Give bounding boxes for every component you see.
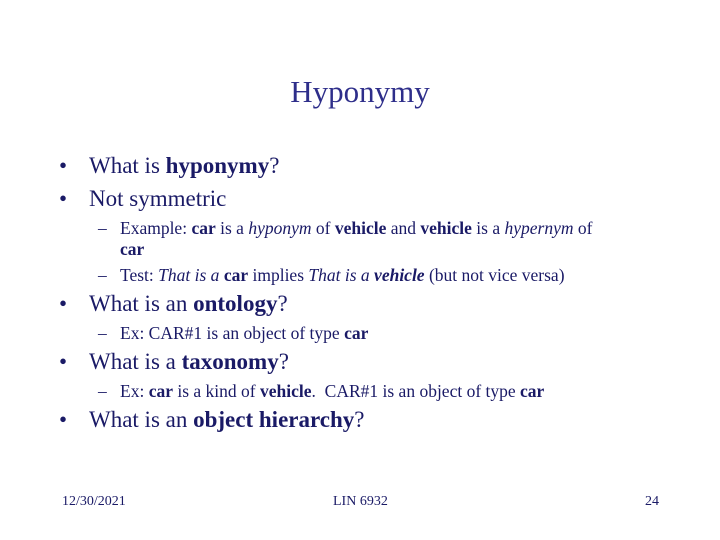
footer-date: 12/30/2021 — [62, 494, 126, 509]
bullet-text — [89, 153, 279, 179]
bold-term: vehicle — [334, 218, 387, 238]
text-part: is a kind of — [172, 381, 260, 401]
text-part: Example: — [120, 218, 192, 238]
footer-page-number: 24 — [645, 494, 659, 509]
text-part: is a — [471, 218, 505, 238]
sub-bullet-text — [120, 265, 565, 286]
bullet-text: Not symmetric — [89, 186, 227, 211]
bold-term: car — [344, 323, 369, 343]
text-part: of — [573, 218, 593, 238]
dash-marker: – — [98, 323, 107, 343]
dash-marker: – — [98, 381, 107, 401]
text-part: (but not vice versa) — [424, 265, 565, 285]
text-part: What is a — [89, 349, 182, 374]
slide-title: Hyponymy — [290, 74, 430, 109]
text-part: and — [386, 218, 421, 238]
bullet-text — [89, 407, 365, 433]
bullet-marker: • — [59, 349, 68, 374]
bold-term: car — [120, 239, 145, 259]
text-part: of — [311, 218, 335, 238]
bold-term: hyponymy — [165, 153, 270, 178]
text-part: implies — [248, 265, 309, 285]
text-part: Ex: CAR#1 is an object of type — [120, 323, 345, 343]
text-part: ? — [277, 291, 288, 316]
bold-term: object hierarchy — [193, 407, 355, 432]
footer-course: LIN 6932 — [333, 494, 388, 509]
text-part: ? — [354, 407, 365, 432]
dash-marker: – — [98, 218, 107, 238]
text-part: What is — [89, 153, 166, 178]
italic-term: That is a — [158, 265, 224, 285]
bold-term: car — [148, 381, 173, 401]
text-part: ? — [278, 349, 289, 374]
bold-term: vehicle — [260, 381, 312, 401]
bold-term: vehicle — [420, 218, 472, 238]
bullet-marker: • — [59, 407, 68, 432]
text-part: Test: — [120, 265, 159, 285]
bold-term: vehicle — [374, 265, 425, 285]
dash-marker: – — [98, 265, 107, 285]
text-part: ? — [269, 153, 280, 178]
text-part: What is an — [89, 291, 194, 316]
bold-term: ontology — [193, 291, 278, 316]
text-part: is a — [215, 218, 249, 238]
bold-term: taxonomy — [181, 349, 279, 374]
sub-bullet-text — [120, 381, 544, 402]
bold-term: car — [520, 381, 545, 401]
bullet-text — [89, 291, 288, 317]
text-part: . CAR#1 is an object of type — [311, 381, 521, 401]
bullet-text — [89, 349, 289, 375]
text-part: What is an — [89, 407, 194, 432]
bold-term: car — [191, 218, 216, 238]
text-part: Ex: — [120, 381, 149, 401]
bullet-marker: • — [59, 291, 68, 316]
bold-term: car — [223, 265, 249, 285]
sub-bullet-text — [120, 218, 660, 260]
bullet-marker: • — [59, 153, 68, 178]
italic-term: hyponym — [248, 218, 312, 238]
italic-term: hypernym — [504, 218, 574, 238]
sub-bullet-text — [120, 323, 368, 344]
bullet-marker: • — [59, 186, 68, 211]
italic-term: That is a — [308, 265, 375, 285]
